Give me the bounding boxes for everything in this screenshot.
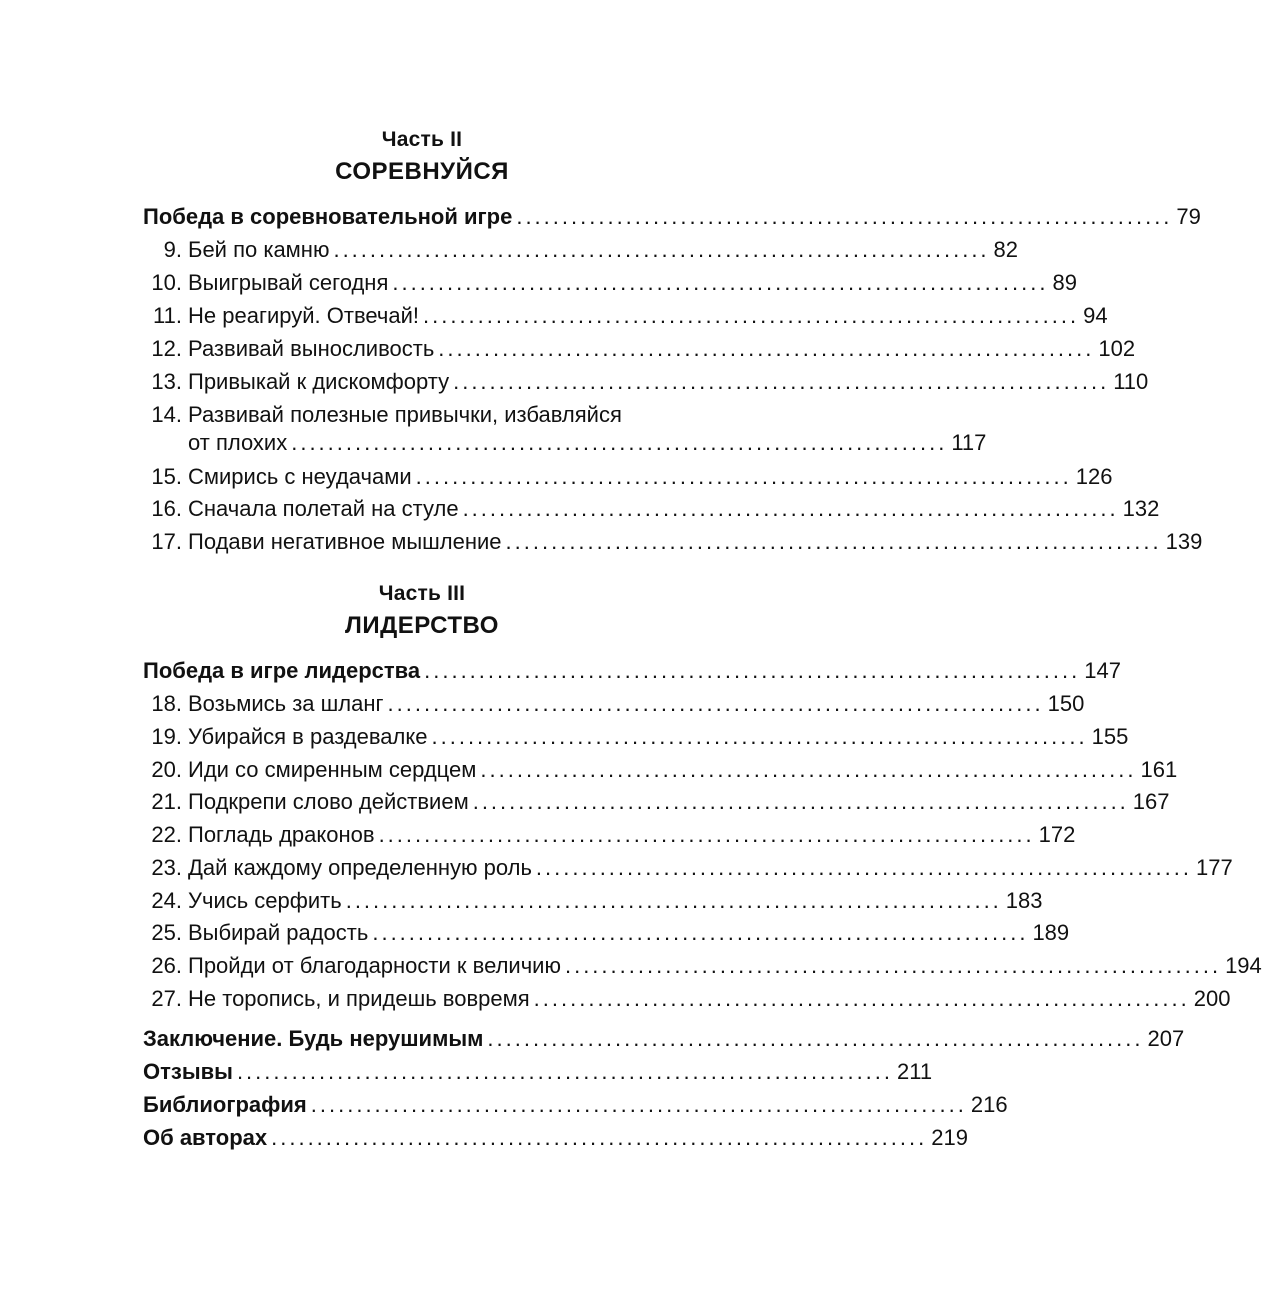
toc-entry-title: Развивай выносливость: [188, 336, 435, 361]
toc-entry-part3-intro: [143, 656, 1121, 686]
toc-entry-chapter-22: [143, 820, 1076, 850]
toc-entry-title: Не реагируй. Отвечай!: [188, 303, 419, 328]
toc-entry-chapter-9: [143, 235, 1019, 265]
leader-dots: ........................................................................: [431, 724, 1088, 749]
chapter-number: 9.: [163, 237, 182, 262]
part3-title: ЛИДЕРСТВО: [345, 612, 499, 639]
chapter-number: 22.: [151, 822, 182, 847]
toc-entry-title: Сначала полетай на стуле: [188, 496, 459, 521]
chapter-number: 15.: [151, 464, 182, 489]
toc-entry-reviews: [143, 1057, 933, 1087]
toc-entry-chapter-19: [143, 722, 1129, 752]
toc-entry-page: 183: [1005, 888, 1043, 913]
toc-entry-chapter-27: [143, 984, 1231, 1014]
leader-dots: ........................................................................: [533, 986, 1190, 1011]
chapter-number: 27.: [151, 986, 182, 1011]
toc-entry-chapter-11: [143, 301, 1108, 331]
toc-entry-page: 82: [993, 237, 1019, 262]
toc-entry-page: 161: [1140, 757, 1178, 782]
toc-entry-page: 200: [1193, 986, 1231, 1011]
toc-entry-chapter-12: [143, 334, 1136, 364]
toc-entry-conclusion: [143, 1024, 1185, 1054]
toc-entry-title: Об авторах: [143, 1125, 268, 1150]
toc-entry-part2-intro: [143, 202, 1201, 232]
toc-entry-title: Смирись с неудачами: [188, 464, 412, 489]
toc-entry-page: 194: [1225, 953, 1262, 978]
toc-entry-title: Подкрепи слово действием: [188, 789, 469, 814]
toc-entry-title: Учись серфить: [188, 888, 342, 913]
leader-dots: ........................................................................: [291, 430, 948, 455]
leader-dots: ........................................................................: [387, 691, 1044, 716]
toc-entry-chapter-17: [143, 527, 1203, 557]
chapter-number: 16.: [151, 496, 182, 521]
toc-entry-title: Заключение. Будь нерушимым: [143, 1026, 484, 1051]
leader-dots: ........................................................................: [564, 953, 1222, 978]
toc-entry-chapter-10: [143, 268, 1077, 298]
leader-dots: ........................................................................: [236, 1059, 894, 1084]
toc-entry-page: 189: [1032, 920, 1070, 945]
toc-entry-page: 110: [1113, 369, 1149, 394]
toc-entry-page: 94: [1083, 303, 1108, 328]
toc-entry-title: Возьмись за шланг: [188, 691, 384, 716]
leader-dots: ........................................................................: [462, 496, 1119, 521]
toc-entry-title: Выбирай радость: [188, 920, 369, 945]
leader-dots: ........................................................................: [271, 1125, 928, 1150]
toc-entry-title: Бей по камню: [188, 237, 330, 262]
toc-entry-title: Победа в соревновательной игре: [143, 204, 513, 229]
toc-entry-bibliography: [143, 1090, 1008, 1120]
toc-entry-title: Подави негативное мышление: [188, 529, 502, 554]
toc-entry-page: 139: [1165, 529, 1203, 554]
toc-entry-page: 172: [1038, 822, 1076, 847]
part2-title: СОРЕВНУЙСЯ: [335, 158, 509, 185]
leader-dots: ........................................................................: [345, 888, 1002, 913]
chapter-number: 11.: [153, 303, 182, 328]
chapter-number: 12.: [151, 336, 182, 361]
leader-dots: ........................................................................: [505, 529, 1162, 554]
part3-label: Часть III: [378, 582, 466, 605]
toc-entry-title-continued: от плохих: [188, 430, 288, 455]
leader-dots: ........................................................................: [310, 1092, 967, 1117]
toc-entry-chapter-23: [143, 853, 1233, 883]
chapter-number: 25.: [151, 920, 182, 945]
toc-entry-page: 211: [897, 1059, 933, 1084]
toc-entry-title: Погладь драконов: [188, 822, 375, 847]
toc-entry-chapter-13: [143, 367, 1149, 397]
leader-dots: ........................................................................: [516, 204, 1173, 229]
toc-entry-title: Библиография: [143, 1092, 307, 1117]
toc-entry-page: 89: [1052, 270, 1077, 295]
chapter-number: 10.: [151, 270, 182, 295]
chapter-number: 26.: [151, 953, 182, 978]
leader-dots: ........................................................................: [423, 303, 1080, 328]
chapter-number: 14.: [151, 402, 182, 427]
toc-entry-page: 126: [1075, 464, 1113, 489]
chapter-number: 24.: [151, 888, 182, 913]
toc-entry-chapter-14-line1: [143, 400, 743, 430]
leader-dots: ........................................................................: [333, 237, 990, 262]
toc-entry-title: Выигрывай сегодня: [188, 270, 389, 295]
chapter-number: 20.: [151, 757, 182, 782]
toc-entry-title: Победа в игре лидерства: [143, 658, 421, 683]
toc-entry-chapter-21: [143, 787, 1170, 817]
toc-entry-title: Убирайся в раздевалке: [188, 724, 428, 749]
chapter-number: 21.: [151, 789, 182, 814]
toc-entry-page: 147: [1084, 658, 1121, 683]
leader-dots: ........................................................................: [480, 757, 1137, 782]
toc-entry-title: Развивай полезные привычки, избавляйся: [188, 402, 622, 427]
toc-entry-page: 102: [1098, 336, 1136, 361]
toc-entry-title: Отзывы: [143, 1059, 233, 1084]
toc-entry-page: 207: [1147, 1026, 1185, 1051]
chapter-number: 19.: [151, 724, 182, 749]
chapter-number: 23.: [151, 855, 182, 880]
toc-entry-page: 219: [931, 1125, 968, 1150]
toc-entry-page: 167: [1132, 789, 1170, 814]
toc-entry-title: Иди со смиренным сердцем: [188, 757, 477, 782]
toc-entry-title: Привыкай к дискомфорту: [188, 369, 450, 394]
chapter-number: 18.: [151, 691, 182, 716]
toc-entry-page: 150: [1047, 691, 1085, 716]
leader-dots: ........................................................................: [472, 789, 1129, 814]
toc-entry-page: 216: [970, 1092, 1008, 1117]
leader-dots: ........................................................................: [424, 658, 1081, 683]
toc-entry-chapter-24: [143, 886, 1043, 916]
toc-entry-chapter-15: [143, 462, 1113, 492]
leader-dots: ........................................................................: [378, 822, 1035, 847]
toc-entry-page: 117: [951, 430, 987, 455]
chapter-number: 13.: [151, 369, 182, 394]
chapter-number: 17.: [151, 529, 182, 554]
toc-entry-chapter-14-line2: [143, 428, 987, 458]
leader-dots: ........................................................................: [372, 920, 1029, 945]
toc-entry-title: Не торопись, и придешь вовремя: [188, 986, 530, 1011]
leader-dots: ........................................................................: [438, 336, 1095, 361]
leader-dots: ........................................................................: [415, 464, 1072, 489]
leader-dots: ........................................................................: [535, 855, 1192, 880]
toc-entry-chapter-25: [143, 918, 1070, 948]
toc-entry-chapter-18: [143, 689, 1085, 719]
toc-entry-chapter-26: [143, 951, 1262, 981]
toc-entry-title: Пройди от благодарности к величию: [188, 953, 561, 978]
toc-entry-chapter-16: [143, 494, 1160, 524]
toc-entry-page: 177: [1196, 855, 1233, 880]
toc-entry-page: 155: [1091, 724, 1129, 749]
toc-entry-title: Дай каждому определенную роль: [188, 855, 532, 880]
leader-dots: ........................................................................: [453, 369, 1110, 394]
toc-entry-page: 79: [1176, 204, 1201, 229]
leader-dots: ........................................................................: [392, 270, 1049, 295]
toc-entry-page: 132: [1122, 496, 1160, 521]
toc-entry-chapter-20: [143, 755, 1178, 785]
toc-entry-about-authors: [143, 1123, 968, 1153]
part2-label: Часть II: [381, 128, 463, 151]
leader-dots: ........................................................................: [487, 1026, 1144, 1051]
